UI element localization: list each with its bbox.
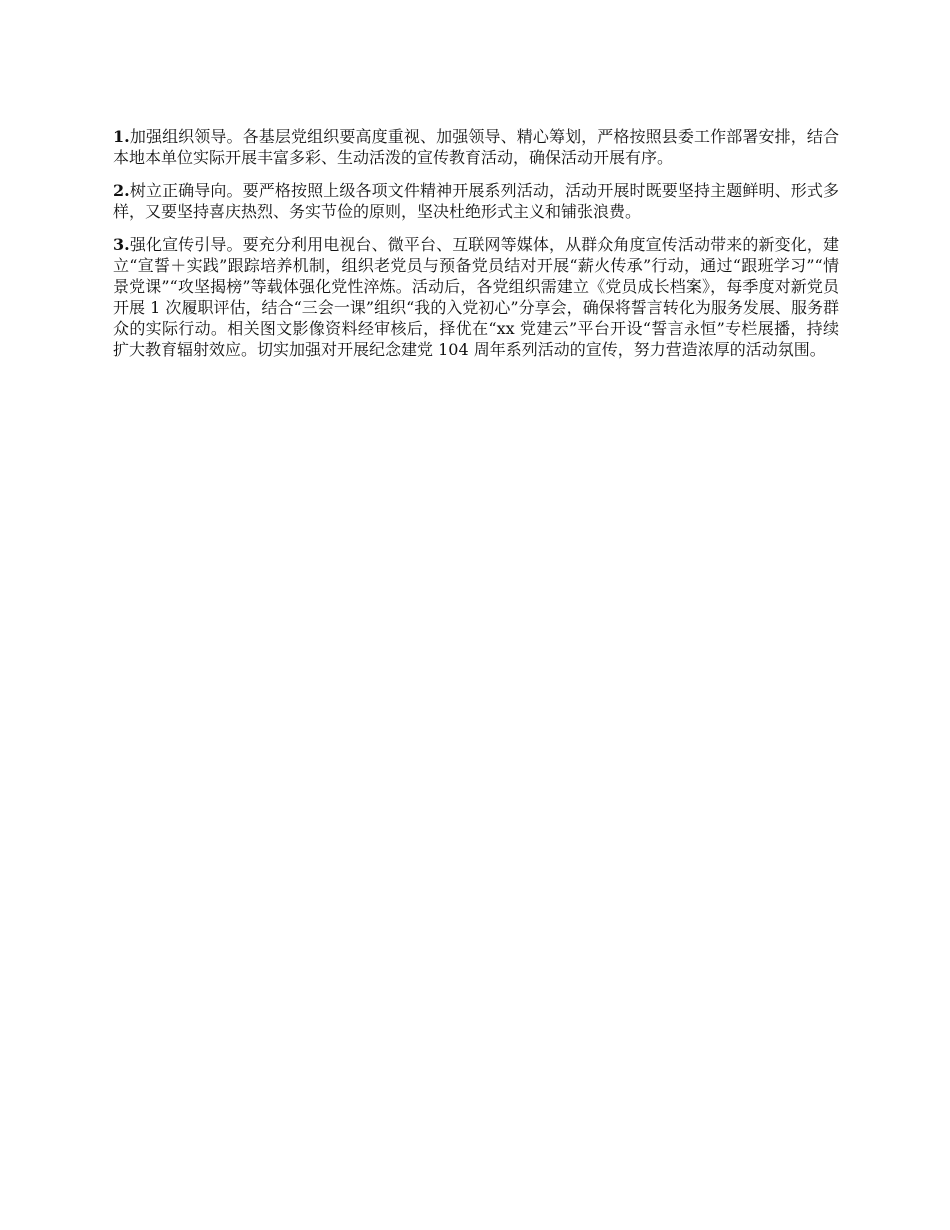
paragraph-1 <box>113 126 839 168</box>
paragraph-2 <box>113 180 839 222</box>
paragraph-text: 树立正确导向。要严格按照上级各项文件精神开展系列活动，活动开展时既要坚持主题鲜明、形式多样，又要坚持喜庆热烈、务实节俭的原则，坚决杜绝形式主义和铺张浪费。 <box>113 181 839 221</box>
paragraph-number: 3. <box>113 235 130 254</box>
paragraph-text: 加强组织领导。各基层党组织要高度重视、加强领导、精心筹划，严格按照县委工作部署安排，结合本地本单位实际开展丰富多彩、生动活泼的宣传教育活动，确保活动开展有序。 <box>113 127 839 167</box>
paragraph-number: 2. <box>113 181 130 200</box>
paragraph-3 <box>113 234 839 360</box>
document-body <box>113 126 839 372</box>
paragraph-number: 1. <box>113 127 130 146</box>
paragraph-text: 强化宣传引导。要充分利用电视台、微平台、互联网等媒体，从群众角度宣传活动带来的新变化，建立“宣誓＋实践”跟踪培养机制，组织老党员与预备党员结对开展“薪火传承”行动，通过“跟班学习”“情景党课”“攻坚揭榜”等载体强化党性淬炼。活动后，各党组织需建立《党员成长档案》，每季度对新党员开展 1 次履职评估，结合“三会一课”组织“我的入党初心”分享会，确保将誓言转化为服务发展、服务群众的实际行动。相关图文影像资料经审核后，择优在“xx 党建云”平台开设“誓言永恒”专栏展播，持续扩大教育辐射效应。切实加强对开展纪念建党 104 周年系列活动的宣传，努力营造浓厚的活动氛围。 <box>113 235 839 359</box>
